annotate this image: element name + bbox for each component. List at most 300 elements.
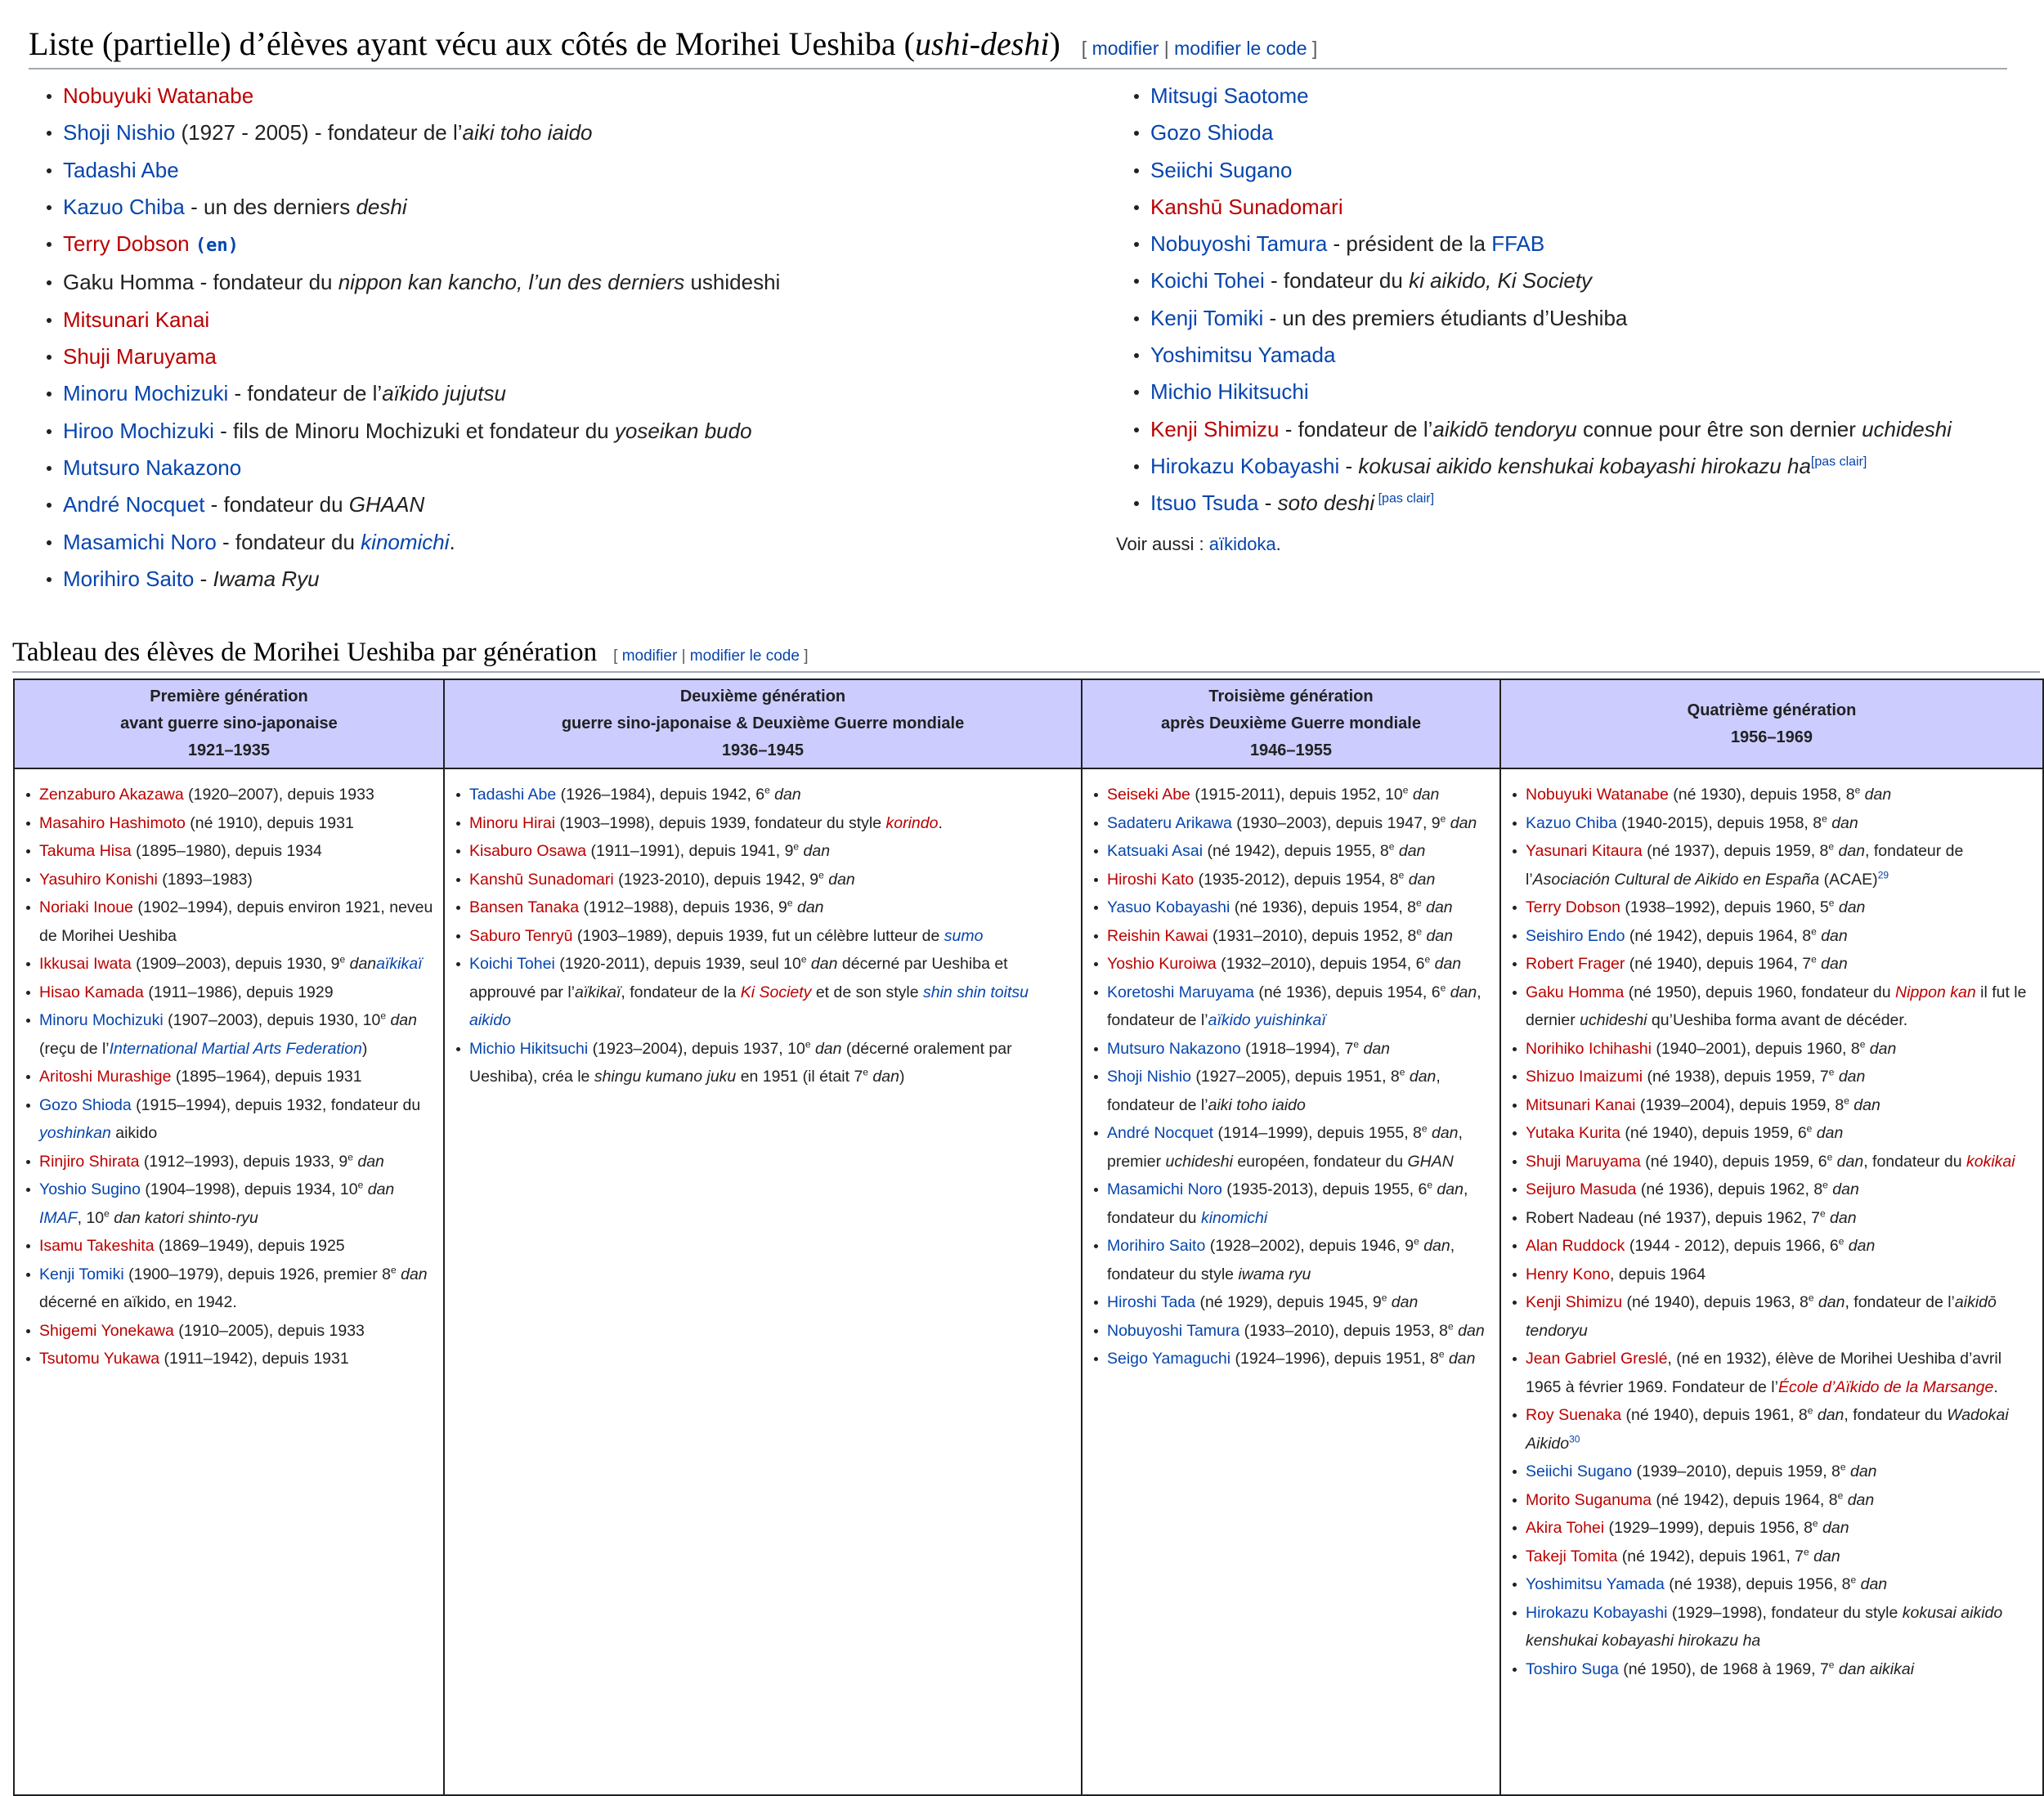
student-link[interactable]: Shuji Maruyama (63, 344, 217, 370)
item-text: (né 1937), depuis 1962, 7 (1634, 1208, 1820, 1227)
italic-text: dan (868, 1068, 899, 1086)
item-text: (1915–1994), depuis 1932, fondateur du (131, 1095, 421, 1114)
student-link[interactable]: Bansen Tanaka (469, 898, 580, 916)
clarification-note[interactable]: [pas clair] (1810, 455, 1867, 469)
heading-text: Liste (partielle) d’élèves ayant vécu aux côtés de Morihei Ueshiba (ushi-deshi) (29, 25, 1060, 62)
ordinal-sup: e (1828, 897, 1835, 909)
table-list-item (1089, 1035, 1493, 1064)
table-list-item (1089, 809, 1493, 838)
generation-header-2 (444, 679, 1082, 768)
ordinal-sup: e (347, 1151, 353, 1162)
table-list-item (1508, 1514, 2036, 1543)
header-line: après Deuxième Guerre mondiale (1161, 714, 1421, 732)
item-link[interactable]: Nippon kan (1895, 983, 1976, 1001)
student-link[interactable]: Terry Dobson (1526, 898, 1620, 916)
item-text: (1929–1998), fondateur du style (1667, 1603, 1903, 1622)
italic-text: dan (1860, 786, 1892, 804)
student-link[interactable]: André Nocquet (1107, 1124, 1214, 1142)
item-text: , (né en 1932), élève de Morihei Ueshiba d’avril 1965 à février 1969. Fondateur de l’ (1526, 1350, 2002, 1396)
item-link[interactable]: École d’Aïkido de la Marsange (1777, 1377, 1994, 1396)
generation-header-4 (1500, 679, 2043, 768)
student-link[interactable]: Minoru Hirai (469, 813, 556, 832)
item-link[interactable]: aïkikaï (376, 955, 423, 973)
ordinal-sup: e (1827, 1151, 1833, 1162)
item-text: (1939–2010), depuis 1959, 8 (1632, 1462, 1840, 1480)
student-link[interactable]: Yasuhiro Konishi (39, 870, 158, 889)
table-list-item (21, 1261, 437, 1317)
ordinal-sup: e (793, 840, 800, 853)
students-list-right (1116, 78, 2007, 522)
student-link[interactable]: Seiichi Sugano (1150, 157, 1293, 182)
see-also: Voir aussi : aïkidoka. (1116, 533, 1281, 554)
item-text: (1903–1989), depuis 1939, fut un célèbre lutteur de (572, 926, 944, 945)
list-item (47, 413, 1116, 450)
italic-text: dan (1825, 1208, 1857, 1227)
student-link[interactable]: Seijuro Masuda (1526, 1180, 1637, 1198)
student-link[interactable]: Shoji Nishio (63, 120, 176, 146)
item-text: - (1258, 490, 1278, 516)
student-link[interactable]: Shigemi Yonekawa (39, 1321, 174, 1340)
item-text: . (938, 813, 943, 832)
item-text: (1920–2007), depuis 1933 (183, 786, 374, 804)
table-list-item (451, 922, 1074, 951)
italic-text: Wadokai Aikido (1526, 1406, 2009, 1453)
student-link[interactable]: Nobuyuki Watanabe (63, 83, 254, 108)
ordinal-sup: e (1854, 784, 1861, 796)
item-text: (né 1942), depuis 1961, 7 (1617, 1547, 1804, 1565)
edit-source-link[interactable]: modifier le code (689, 647, 800, 665)
item-text: (1927 - 2005) - fondateur de l’ (175, 120, 463, 146)
italic-text: dan (1832, 1152, 1864, 1171)
student-link[interactable]: Tsutomu Yukawa (39, 1350, 160, 1368)
item-text: , fondateur de la (621, 983, 741, 1001)
table-list-item (21, 894, 437, 950)
reference-link[interactable]: 29 (1877, 869, 1889, 880)
item-text: (1910–2005), depuis 1933 (173, 1321, 365, 1340)
list-item (1134, 78, 2007, 114)
italic-text: dan (1427, 1124, 1459, 1142)
item-text: ushideshi (684, 270, 781, 295)
table-list-item (1508, 950, 2036, 979)
student-link[interactable]: Morihiro Saito (1107, 1237, 1206, 1255)
student-link[interactable]: Kenji Shimizu (1150, 416, 1280, 441)
italic-text: dan (1816, 955, 1848, 973)
student-link[interactable]: Rinjiro Shirata (39, 1152, 140, 1171)
student-link[interactable]: Morito Suganuma (1526, 1490, 1652, 1509)
student-link[interactable]: Yoshio Sugino (39, 1180, 141, 1198)
item-italic: nippon kan kancho, l’un des derniers (338, 270, 685, 295)
language-link[interactable]: (en) (195, 235, 239, 257)
item-link[interactable]: FFAB (1491, 231, 1545, 257)
student-link[interactable]: Zenzaburo Akazawa (39, 786, 184, 804)
italic-text: aïkikaï (575, 983, 621, 1001)
student-link[interactable]: Nobuyuki Watanabe (1526, 786, 1669, 804)
italic-text: dan (1444, 1350, 1476, 1368)
item-text: (1915-2011), depuis 1952, 10 (1190, 786, 1403, 804)
italic-text: dan (1394, 842, 1426, 860)
table-list-item (451, 781, 1074, 809)
ordinal-sup: e (1828, 1066, 1835, 1078)
item-text: - un des premiers étudiants d’Ueshiba (1263, 305, 1628, 330)
student-link[interactable]: Itsuo Tsuda (1150, 490, 1259, 516)
student-link[interactable]: Koichi Tohei (1150, 268, 1265, 293)
ordinal-sup: e (1804, 1546, 1809, 1557)
item-text: , depuis 1964 (1609, 1265, 1706, 1283)
item-text: et de son style (811, 983, 923, 1001)
student-link[interactable]: Isamu Takeshita (39, 1237, 155, 1255)
student-link[interactable]: Shizuo Imaizumi (1526, 1068, 1643, 1086)
student-link[interactable]: Mitsugi Saotome (1150, 83, 1309, 108)
item-text: - fondateur de l’ (228, 381, 383, 406)
ordinal-sup: e (805, 1038, 811, 1050)
table-list-item (1089, 1345, 1493, 1373)
student-link[interactable]: Alan Ruddock (1526, 1237, 1625, 1255)
table-row (14, 768, 2043, 1795)
table-list-item (1508, 922, 2036, 951)
italic-text: dan (799, 842, 831, 860)
student-link[interactable]: Yutaka Kurita (1526, 1124, 1620, 1142)
table-list-item (21, 979, 437, 1007)
ordinal-sup: e (1811, 953, 1817, 965)
student-link[interactable]: Minoru Mochizuki (39, 1011, 164, 1029)
item-text: (1944 - 2012), depuis 1966, 6 (1625, 1237, 1839, 1255)
student-link[interactable]: Kazuo Chiba (63, 194, 185, 219)
table-list-item (21, 1006, 437, 1063)
student-link[interactable]: Kazuo Chiba (1526, 813, 1617, 832)
student-link[interactable]: Yoshimitsu Yamada (1150, 343, 1336, 368)
ordinal-sup: e (1399, 1066, 1405, 1078)
ordinal-sup: e (1438, 1348, 1445, 1360)
item-text: - fondateur du (1264, 268, 1410, 293)
italic-text: dan (1419, 1237, 1450, 1255)
ordinal-sup: e (1811, 925, 1817, 937)
item-link[interactable]: aïkido yuishinkaï (1208, 1011, 1326, 1029)
ordinal-sup: e (391, 1264, 397, 1275)
student-link[interactable]: Mutsuro Nakazono (63, 455, 242, 480)
item-text: (né 1938), depuis 1956, 8 (1664, 1575, 1851, 1593)
generation-header-1 (14, 679, 444, 768)
table-list-item (1508, 1401, 2036, 1458)
item-link[interactable]: International Martial Arts Federation (109, 1039, 362, 1058)
ordinal-sup: e (380, 1010, 387, 1022)
table-list-item (1508, 1063, 2036, 1091)
student-link[interactable]: Kanshū Sunadomari (1150, 194, 1343, 219)
student-link[interactable]: Hirokazu Kobayashi (1150, 453, 1340, 478)
list-item (1134, 411, 2007, 448)
table-list-item (1089, 894, 1493, 922)
italic-text: dan (1430, 955, 1462, 973)
table-list-item (1089, 781, 1493, 809)
student-link[interactable]: Hiroshi Kato (1107, 870, 1195, 889)
student-link[interactable]: Mitsunari Kanai (63, 307, 210, 332)
reference-link[interactable]: 30 (1569, 1433, 1580, 1444)
item-italic: uchideshi (1862, 416, 1952, 441)
student-link[interactable]: Henry Kono (1526, 1265, 1610, 1283)
ordinal-sup: e (800, 953, 807, 965)
student-link[interactable]: Tadashi Abe (469, 786, 557, 804)
italic-text: dan (1834, 898, 1866, 916)
student-link[interactable]: Gozo Shioda (1150, 120, 1274, 146)
item-text: , fondateur du (1863, 1152, 1966, 1171)
table-list-item (1089, 950, 1493, 979)
italic-text: dan (1408, 786, 1440, 804)
ordinal-sup: e (1398, 869, 1405, 880)
see-also-link[interactable]: aïkidoka (1208, 533, 1276, 554)
edit-link[interactable]: modifier (1091, 38, 1159, 59)
student-link[interactable]: Masamichi Noro (63, 529, 217, 554)
italic-text: dan (792, 898, 824, 916)
item-text: (1923–2004), depuis 1937, 10 (588, 1039, 805, 1058)
table-list-item (1508, 1176, 2036, 1204)
list-item (47, 561, 1116, 598)
item-text: (1923-2010), depuis 1942, 9 (613, 870, 819, 889)
student-link[interactable]: Gozo Shioda (39, 1095, 132, 1114)
item-link[interactable]: kokikai (1966, 1152, 2015, 1171)
student-link[interactable]: Seiseki Abe (1107, 786, 1190, 804)
student-link[interactable]: Michio Hikitsuchi (469, 1039, 589, 1058)
ordinal-sup: e (1828, 1659, 1835, 1670)
item-text: il fut le dernier (1526, 983, 2027, 1029)
item-text: (né 1930), depuis 1958, 8 (1668, 786, 1855, 804)
table-list-item (21, 1091, 437, 1148)
italic-text: dan (1812, 1124, 1844, 1142)
item-link[interactable]: korindo (885, 813, 939, 832)
list-item (1134, 114, 2007, 151)
item-text: décerné par Ueshiba et approuvé par l’ (469, 955, 1008, 1001)
student-link[interactable]: Hiroshi Tada (1107, 1293, 1196, 1311)
student-link[interactable]: Seiichi Sugano (1526, 1462, 1633, 1480)
item-italic: aiki toho iaido (462, 120, 593, 146)
item-link[interactable]: Ki Society (740, 983, 812, 1001)
ordinal-sup: e (787, 897, 793, 909)
student-link[interactable]: Seishiro Endo (1526, 926, 1625, 945)
student-link[interactable]: Yoshimitsu Yamada (1526, 1575, 1665, 1593)
student-link[interactable]: Koretoshi Maruyama (1107, 983, 1254, 1001)
table-list-item (1089, 1119, 1493, 1176)
list-item (47, 450, 1116, 486)
item-link[interactable]: IMAF (39, 1208, 78, 1227)
item-text: - fondateur de l’ (1279, 416, 1433, 441)
table-list-item (1089, 837, 1493, 866)
item-italic: yoseikan budo (614, 418, 752, 443)
item-link[interactable]: yoshinkan (39, 1124, 111, 1142)
italic-text: dan aikikai (1834, 1659, 1915, 1678)
student-link[interactable]: Noriaki Inoue (39, 898, 133, 916)
edit-link[interactable]: modifier (621, 647, 678, 665)
student-link[interactable]: Masahiro Hashimoto (39, 813, 186, 832)
header-line: Troisième génération (1208, 687, 1374, 705)
student-link[interactable]: Seigo Yamaguchi (1107, 1350, 1231, 1368)
student-link[interactable]: Nobuyoshi Tamura (1107, 1321, 1240, 1340)
item-link[interactable]: shin shin toitsu aikido (469, 983, 1029, 1029)
list-item (1134, 337, 2007, 374)
student-link[interactable]: André Nocquet (63, 492, 205, 517)
student-link[interactable]: Kisaburo Osawa (469, 842, 587, 860)
student-link[interactable]: Katsuaki Asai (1107, 842, 1204, 860)
student-link[interactable]: Sadateru Arikawa (1107, 813, 1232, 832)
student-link[interactable]: Norihiko Ichihashi (1526, 1039, 1652, 1058)
ordinal-sup: e (1850, 1574, 1857, 1586)
italic-text: Asociación Cultural de Aikido en España (1532, 870, 1820, 889)
student-link[interactable]: Nobuyoshi Tamura (1150, 231, 1328, 257)
table-list-item (1089, 866, 1493, 894)
item-text: (reçu de l’ (39, 1039, 110, 1058)
table-list-item (451, 837, 1074, 866)
ordinal-sup: e (1812, 1517, 1818, 1530)
item-text: (1903–1998), depuis 1939, fondateur du style (555, 813, 886, 832)
ordinal-sup: e (1402, 784, 1409, 796)
ordinal-sup: e (764, 784, 770, 796)
header-line: guerre sino-japonaise & Deuxième Guerre mondiale (561, 714, 965, 732)
item-text: (1893–1983) (157, 870, 253, 889)
table-list-item (1089, 1317, 1493, 1346)
table-list-item (1508, 1232, 2036, 1261)
table-list-item (21, 1176, 437, 1232)
ordinal-sup: e (1440, 813, 1446, 824)
edit-section-links: [ modifier | modifier le code ] (613, 647, 809, 665)
list-item (47, 78, 1116, 114)
table-list-item (1508, 1091, 2036, 1120)
student-link[interactable]: Minoru Mochizuki (63, 381, 229, 406)
ordinal-sup: e (1840, 1461, 1846, 1473)
item-text: , 10 (77, 1208, 105, 1227)
list-item (1134, 152, 2007, 189)
item-text: (1869–1949), depuis 1925 (154, 1237, 345, 1255)
student-link[interactable]: Toshiro Suga (1526, 1659, 1619, 1678)
item-text: (né 1942), depuis 1964, 8 (1625, 926, 1812, 945)
item-text: , fondateur de l’ (1526, 842, 1964, 889)
student-link[interactable]: Yoshio Kuroiwa (1107, 955, 1217, 973)
italic-text: dan (1834, 1068, 1866, 1086)
table-list-item (1508, 1204, 2036, 1233)
item-text: (1928–2002), depuis 1946, 9 (1205, 1237, 1414, 1255)
student-link[interactable]: Hisao Kamada (39, 983, 144, 1001)
table-list-item (21, 837, 437, 866)
student-link[interactable]: Akira Tohei (1526, 1519, 1605, 1537)
italic-text: dan (1816, 926, 1848, 945)
italic-text: aiki toho iaido (1208, 1095, 1306, 1114)
student-link[interactable]: Jean Gabriel Greslé (1526, 1350, 1668, 1368)
item-text: (ACAE) (1819, 870, 1878, 889)
item-italic: GHAAN (348, 492, 425, 517)
student-link[interactable]: Roy Suenaka (1526, 1406, 1622, 1424)
item-text: , fondateur de l’ (1845, 1293, 1955, 1311)
student-link[interactable]: Michio Hikitsuchi (1150, 379, 1309, 405)
item-link[interactable]: kinomichi (1200, 1208, 1268, 1227)
student-link[interactable]: Mitsunari Kanai (1526, 1095, 1636, 1114)
student-link[interactable]: Masamichi Noro (1107, 1180, 1222, 1198)
ordinal-sup: e (1859, 1038, 1866, 1050)
student-link[interactable]: Shuji Maruyama (1526, 1152, 1641, 1171)
table-list-item (21, 809, 437, 838)
list-item (1134, 374, 2007, 410)
item-italic: ki aikido, Ki Society (1409, 268, 1593, 293)
table-list-item (1089, 979, 1493, 1035)
list-item (1134, 262, 2007, 299)
table-list-item (1508, 1543, 2036, 1571)
ordinal-sup: e (1388, 840, 1395, 853)
clarification-note[interactable]: [pas clair] (1374, 491, 1435, 506)
item-text: - (1339, 453, 1359, 478)
item-text: (né 1938), depuis 1959, 7 (1643, 1068, 1829, 1086)
student-link[interactable]: Kenji Shimizu (1526, 1293, 1623, 1311)
student-link[interactable]: Yasunari Kitaura (1526, 842, 1643, 860)
list-item (47, 302, 1116, 338)
ordinal-sup: e (1381, 1292, 1387, 1304)
student-link[interactable]: Robert Frager (1526, 955, 1625, 973)
student-link[interactable]: Ikkusai Iwata (39, 955, 132, 973)
item-text: (1920-2011), depuis 1939, seul 10 (554, 955, 801, 973)
list-item (1134, 300, 2007, 337)
table-list-item (21, 950, 437, 979)
student-link[interactable]: Kanshū Sunadomari (469, 870, 614, 889)
header-line: 1936–1945 (721, 741, 805, 759)
item-text: (né 1910), depuis 1931 (185, 813, 354, 832)
italic-text: uchideshi (1580, 1011, 1647, 1029)
ordinal-sup: e (1808, 1292, 1814, 1304)
student-link[interactable]: Mutsuro Nakazono (1107, 1039, 1241, 1058)
student-link[interactable]: Morihiro Saito (63, 566, 195, 591)
student-link[interactable]: Tadashi Abe (63, 157, 179, 182)
student-link[interactable]: Shoji Nishio (1107, 1068, 1191, 1086)
student-link[interactable]: Koichi Tohei (469, 955, 555, 973)
item-text: européen, fondateur du (1232, 1152, 1408, 1171)
student-link[interactable]: Aritoshi Murashige (39, 1068, 172, 1086)
item-text: (1938–1992), depuis 1960, 5 (1620, 898, 1829, 916)
student-link[interactable]: Hiroo Mochizuki (63, 418, 214, 443)
student-link[interactable]: Takuma Hisa (39, 842, 132, 860)
item-text: (1924–1996), depuis 1951, 8 (1230, 1350, 1439, 1368)
italic-text: dan (1813, 1406, 1845, 1424)
item-text: (1904–1998), depuis 1934, 10 (140, 1180, 358, 1198)
item-italic: Iwama Ryu (213, 566, 320, 591)
item-text: (né 1936), depuis 1962, 8 (1636, 1180, 1823, 1198)
student-link[interactable]: Saburo Tenryū (469, 926, 573, 945)
italic-text: aikidō tendoryu (1526, 1293, 1997, 1340)
italic-text: shingu kumano juku (594, 1068, 737, 1086)
table-list-item (1508, 1599, 2036, 1655)
student-link[interactable]: Kenji Tomiki (39, 1265, 124, 1283)
ordinal-sup: e (104, 1207, 110, 1219)
item-italic: deshi (356, 194, 407, 219)
student-link[interactable]: Reishin Kawai (1107, 926, 1208, 945)
table-list-item (1508, 837, 2036, 894)
italic-text: dan (1387, 1293, 1419, 1311)
student-link[interactable]: Takeji Tomita (1526, 1547, 1618, 1565)
item-text: ) (361, 1039, 368, 1058)
edit-source-link[interactable]: modifier le code (1174, 38, 1307, 59)
header-line: Deuxième génération (679, 687, 846, 705)
student-link[interactable]: Kenji Tomiki (1150, 305, 1264, 330)
student-link[interactable]: Hirokazu Kobayashi (1526, 1603, 1668, 1622)
item-link[interactable]: kinomichi (361, 529, 450, 554)
student-link[interactable]: Yasuo Kobayashi (1107, 898, 1230, 916)
ordinal-sup: e (1427, 1179, 1432, 1191)
italic-text: dan (810, 1039, 842, 1058)
italic-text: dan (1432, 1180, 1464, 1198)
item-link[interactable]: sumo (944, 926, 984, 945)
item-text: (1927–2005), depuis 1951, 8 (1190, 1068, 1400, 1086)
item-italic: kokusai aikido kenshukai kobayashi hirokazu ha (1358, 453, 1811, 478)
table-list-item (1508, 1261, 2036, 1289)
table-list-item (21, 1063, 437, 1091)
italic-text: GHAN (1407, 1152, 1454, 1171)
italic-text: dan (1865, 1039, 1897, 1058)
list-item (47, 486, 1116, 523)
student-link[interactable]: Terry Dobson (63, 231, 190, 257)
item-text: (1911–1991), depuis 1941, 9 (586, 842, 794, 860)
student-link[interactable]: Gaku Homma (1526, 983, 1625, 1001)
